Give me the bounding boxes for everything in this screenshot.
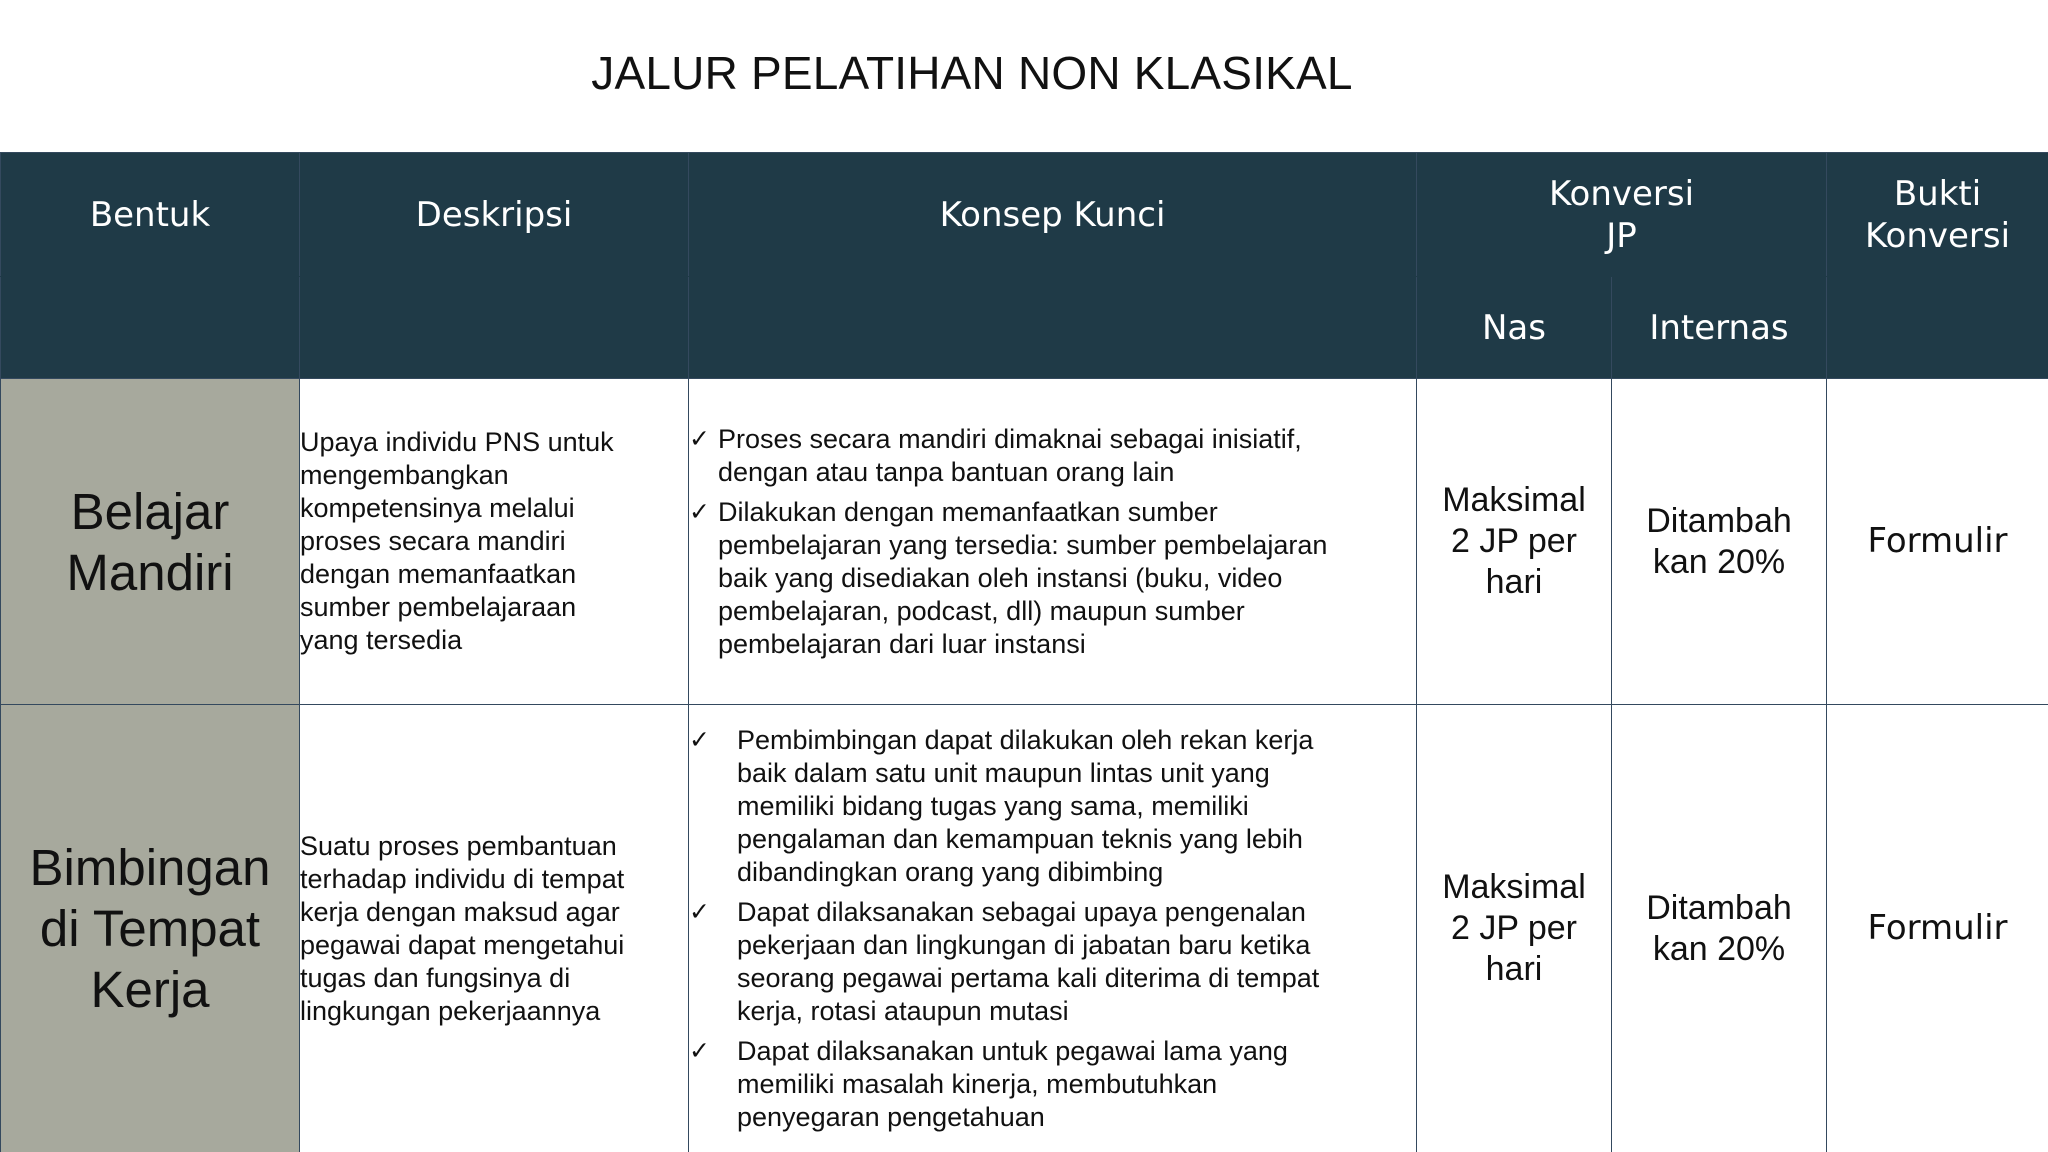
konsep-kunci-line: baik dalam satu unit maupun lintas unit yang bbox=[737, 757, 1270, 788]
konsep-kunci-line: pembelajaran, podcast, dll) maupun sumber bbox=[718, 595, 1245, 626]
checkmark-icon: ✓ bbox=[689, 897, 710, 926]
table-row bbox=[1, 379, 2048, 705]
konsep-kunci-line: pembelajaran yang tersedia: sumber pembelajaran bbox=[718, 529, 1328, 560]
header-bukti-line2: Konversi bbox=[1864, 215, 2011, 256]
konsep-kunci-item bbox=[689, 1035, 1416, 1134]
konsep-kunci-line: dengan atau tanpa bantuan orang lain bbox=[718, 456, 1175, 487]
konsep-kunci-item bbox=[689, 423, 1416, 489]
header-konsep-kunci: Konsep Kunci bbox=[689, 153, 1417, 277]
konsep-kunci-item bbox=[689, 724, 1416, 889]
deskripsi-cell-line: mengembangkan bbox=[300, 460, 509, 490]
nas-cell-line: Maksimal bbox=[1442, 868, 1586, 906]
header-konversi-line1: Konversi bbox=[1548, 173, 1695, 214]
checkmark-icon: ✓ bbox=[689, 1036, 710, 1065]
header-konversi-line2: JP bbox=[1606, 215, 1637, 256]
nas-cell bbox=[1417, 705, 1612, 1152]
konsep-kunci-line: pembelajaran dari luar instansi bbox=[718, 628, 1086, 659]
konsep-kunci-item bbox=[689, 896, 1416, 1028]
konsep-kunci-line: pengalaman dan kemampuan teknis yang lebih bbox=[737, 823, 1303, 854]
nas-cell bbox=[1417, 379, 1612, 705]
table-row bbox=[1, 705, 2048, 1152]
deskripsi-cell bbox=[300, 379, 689, 705]
konsep-kunci-line: Dapat dilaksanakan sebagai upaya pengenalan bbox=[737, 896, 1306, 927]
deskripsi-cell-line: terhadap individu di tempat bbox=[300, 863, 625, 894]
internas-cell-line: Ditambah bbox=[1646, 888, 1792, 927]
konsep-kunci-line: memiliki masalah kinerja, membutuhkan bbox=[737, 1068, 1218, 1099]
konsep-kunci-item bbox=[689, 496, 1416, 661]
bukti-konversi-cell: Formulir bbox=[1827, 705, 2048, 1152]
konsep-kunci-line: baik yang disediakan oleh instansi (buku, video bbox=[718, 562, 1283, 593]
konsep-kunci-line: dibandingkan orang yang dibimbing bbox=[737, 856, 1164, 887]
deskripsi-cell bbox=[300, 705, 689, 1152]
header-bukti-sub bbox=[1827, 277, 2048, 379]
header-nas: Nas bbox=[1417, 277, 1612, 379]
nas-cell-line: Maksimal bbox=[1442, 481, 1586, 519]
header-deskripsi-sub bbox=[300, 277, 689, 379]
konsep-kunci-line: penyegaran pengetahuan bbox=[737, 1101, 1045, 1132]
deskripsi-cell-line: dengan memanfaatkan bbox=[300, 559, 577, 589]
deskripsi-cell-line: Suatu proses pembantuan bbox=[300, 830, 617, 861]
deskripsi-cell-line: lingkungan pekerjaannya bbox=[300, 995, 601, 1026]
konsep-kunci-line: Pembimbingan dapat dilakukan oleh rekan kerja bbox=[737, 724, 1314, 755]
checkmark-icon: ✓ bbox=[689, 497, 710, 526]
nas-cell-line: 2 JP per bbox=[1450, 909, 1577, 947]
deskripsi-cell-line: Upaya individu PNS untuk bbox=[300, 427, 614, 457]
deskripsi-cell-line: pegawai dapat mengetahui bbox=[300, 929, 625, 960]
nas-cell-line: 2 JP per bbox=[1450, 522, 1577, 560]
deskripsi-cell-line: kompetensinya melalui bbox=[300, 493, 575, 523]
header-bentuk-sub bbox=[1, 277, 300, 379]
bukti-konversi-cell: Formulir bbox=[1827, 379, 2048, 705]
header-deskripsi: Deskripsi bbox=[300, 153, 689, 277]
bentuk-cell bbox=[1, 379, 300, 705]
konsep-kunci-line: seorang pegawai pertama kali diterima di tempat bbox=[737, 962, 1320, 993]
bentuk-cell-line: Bimbingan bbox=[29, 839, 271, 896]
konsep-kunci-cell bbox=[689, 379, 1417, 705]
checkmark-icon: ✓ bbox=[689, 725, 710, 754]
konsep-kunci-line: kerja, rotasi ataupun mutasi bbox=[737, 995, 1069, 1026]
deskripsi-cell-line: proses secara mandiri bbox=[300, 526, 566, 556]
konsep-kunci-line: Dilakukan dengan memanfaatkan sumber bbox=[718, 496, 1218, 527]
deskripsi-cell-line: kerja dengan maksud agar bbox=[300, 896, 620, 927]
konsep-kunci-line: Dapat dilaksanakan untuk pegawai lama yang bbox=[737, 1035, 1288, 1066]
header-konsep-sub bbox=[689, 277, 1417, 379]
checkmark-icon: ✓ bbox=[689, 424, 710, 453]
internas-cell-line: Ditambah bbox=[1646, 501, 1792, 540]
internas-cell-line: kan 20% bbox=[1652, 929, 1786, 968]
nas-cell-line: hari bbox=[1485, 950, 1543, 988]
konsep-kunci-line: Proses secara mandiri dimaknai sebagai inisiatif, bbox=[718, 423, 1302, 454]
bentuk-cell-line: di Tempat bbox=[39, 900, 261, 957]
header-bukti-konversi bbox=[1827, 153, 2048, 277]
training-table bbox=[0, 152, 2048, 1152]
konsep-kunci-list bbox=[689, 724, 1416, 1134]
header-internas: Internas bbox=[1612, 277, 1827, 379]
header-konversi-jp bbox=[1417, 153, 1827, 277]
bentuk-cell-line: Kerja bbox=[90, 961, 210, 1018]
deskripsi-cell-line: yang tersedia bbox=[300, 625, 463, 655]
bentuk-cell bbox=[1, 705, 300, 1152]
nas-cell-line: hari bbox=[1485, 563, 1543, 601]
internas-cell-line: kan 20% bbox=[1652, 542, 1786, 581]
bentuk-cell-line: Belajar bbox=[70, 482, 230, 540]
konsep-kunci-line: memiliki bidang tugas yang sama, memiliki bbox=[737, 790, 1249, 821]
deskripsi-cell-line: tugas dan fungsinya di bbox=[300, 962, 571, 993]
konsep-kunci-cell bbox=[689, 705, 1417, 1152]
internas-cell bbox=[1612, 379, 1827, 705]
slide-title: JALUR PELATIHAN NON KLASIKAL bbox=[591, 47, 1353, 99]
internas-cell bbox=[1612, 705, 1827, 1152]
bentuk-cell-line: Mandiri bbox=[66, 543, 234, 601]
konsep-kunci-line: pekerjaan dan lingkungan di jabatan baru ketika bbox=[737, 929, 1311, 960]
header-bentuk: Bentuk bbox=[1, 153, 300, 277]
konsep-kunci-list bbox=[689, 423, 1416, 661]
header-bukti-line1: Bukti bbox=[1893, 173, 1982, 214]
deskripsi-cell-line: sumber pembelajaraan bbox=[300, 592, 577, 622]
